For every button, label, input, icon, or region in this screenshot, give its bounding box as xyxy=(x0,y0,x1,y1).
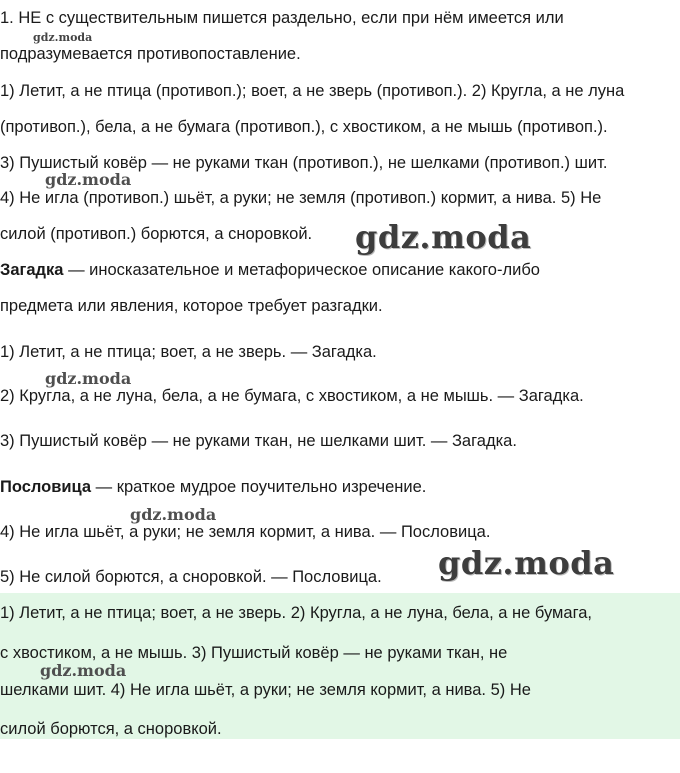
watermark-logo: gdz.moda xyxy=(40,661,127,680)
answer-line-3: шелками шит. 4) Не игла шьёт, а руки; не земля кормит, а нива. 5) Не xyxy=(0,681,531,699)
watermark-logo: gdz.moda xyxy=(438,544,615,582)
riddle-item-1: 1) Летит, а не птица; воет, а не зверь. — Загадка. xyxy=(0,343,377,361)
proverb-item-4: 4) Не игла шьёт, а руки; не земля кормит, а нива. — Пословица. xyxy=(0,523,491,541)
example-line-2: (противоп.), бела, а не бумага (противоп.), с хвостиком, а не мышь (противоп.). xyxy=(0,118,608,136)
watermark-logo: gdz.moda xyxy=(355,218,532,256)
riddle-term: Загадка xyxy=(0,261,64,279)
riddle-definition-text: — иносказательное и метафорическое описание какого-либо xyxy=(63,261,540,279)
example-line-3: 3) Пушистый ковёр — не руками ткан (противоп.), не шелками (противоп.) шит. xyxy=(0,154,608,172)
riddle-item-3: 3) Пушистый ковёр — не руками ткан, не шелками шит. — Загадка. xyxy=(0,432,517,450)
example-line-1: 1) Летит, а не птица (противоп.); воет, а не зверь (противоп.). 2) Кругла, а не луна xyxy=(0,82,625,100)
answer-line-4: силой борются, а сноровкой. xyxy=(0,720,222,738)
example-line-4: 4) Не игла (противоп.) шьёт, а руки; не земля (противоп.) кормит, а нива. 5) Не xyxy=(0,189,602,207)
rule-text-line-1: 1. НЕ с существительным пишется раздельно, если при нём имеется или xyxy=(0,9,564,27)
answer-line-2: с хвостиком, а не мышь. 3) Пушистый ковёр — не руками ткан, не xyxy=(0,644,508,662)
watermark-logo: gdz.moda xyxy=(45,369,132,388)
proverb-item-5: 5) Не силой борются, а сноровкой. — Пословица. xyxy=(0,568,382,586)
watermark-logo: gdz.moda xyxy=(33,31,93,44)
example-line-5: силой (противоп.) борются, а сноровкой. xyxy=(0,225,313,243)
proverb-definition xyxy=(0,477,426,497)
proverb-definition-text: — краткое мудрое поучительно изречение. xyxy=(91,478,427,496)
riddle-definition-line-2: предмета или явления, которое требует разгадки. xyxy=(0,297,383,315)
watermark-logo: gdz.moda xyxy=(130,505,217,524)
riddle-definition xyxy=(0,260,540,280)
proverb-term: Пословица xyxy=(0,478,92,496)
answer-line-1: 1) Летит, а не птица; воет, а не зверь. 2) Кругла, а не луна, бела, а не бумага, xyxy=(0,604,592,622)
riddle-item-2: 2) Кругла, а не луна, бела, а не бумага, с хвостиком, а не мышь. — Загадка. xyxy=(0,387,584,405)
watermark-logo: gdz.moda xyxy=(45,170,132,189)
rule-text-line-2: подразумевается противопоставление. xyxy=(0,45,301,63)
